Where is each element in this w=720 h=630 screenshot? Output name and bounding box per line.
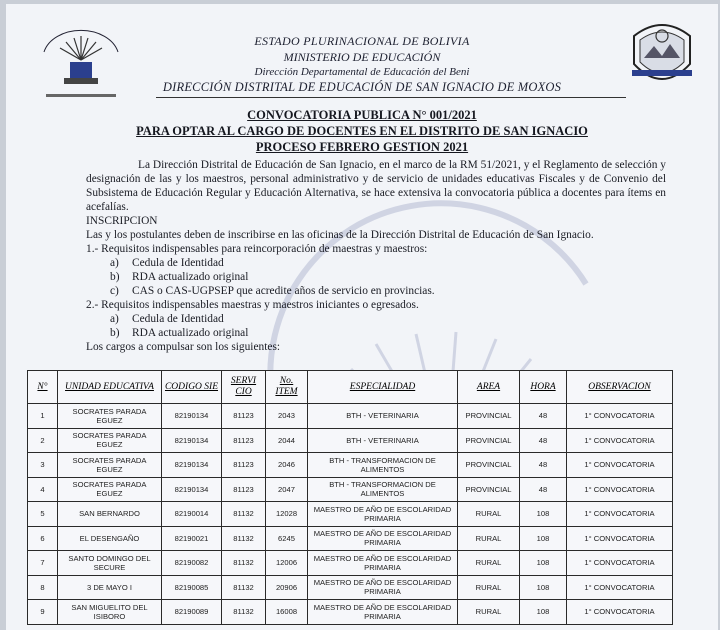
cargos-intro: Los cargos a compulsar son los siguientes: [86,341,281,353]
table-cell: 2043 [266,404,308,429]
table-cell: 48 [520,404,567,429]
header-state: ESTADO PLURINACIONAL DE BOLIVIA [254,34,470,48]
table-cell: 81123 [222,453,266,478]
table-cell: 1° CONVOCATORIA [567,404,673,429]
col-header: ESPECIALIDAD [308,371,458,404]
col-header: HORA [520,371,567,404]
table-cell: 48 [520,477,567,502]
table-cell: SOCRATES PARADA EGUEZ [58,477,162,502]
table-cell: SOCRATES PARADA EGUEZ [58,428,162,453]
table-cell: 5 [28,502,58,527]
table-cell: RURAL [458,502,520,527]
table-cell: BTH - VETERINARIA [308,428,458,453]
table-cell: 108 [520,526,567,551]
table-cell: MAESTRO DE AÑO DE ESCOLARIDAD PRIMARIA [308,600,458,625]
requirement-item: a) Cedula de Identidad [110,313,224,325]
table-cell: 82190134 [162,404,222,429]
table-cell: 108 [520,575,567,600]
col-header: AREA [458,371,520,404]
document-page [6,4,718,630]
table-cell: 9 [28,600,58,625]
requirements-1-title: 1.- Requisitos indispensables para reincorporación de maestras y maestros: [86,243,428,255]
table-cell: 6 [28,526,58,551]
table-cell: 82190089 [162,600,222,625]
inscripcion-text: Las y los postulantes deben de inscribirse en las oficinas de la Dirección Distrital de Educación de San Ignacio. [86,229,594,241]
table-cell: 81123 [222,428,266,453]
table-cell: BTH - TRANSFORMACION DE ALIMENTOS [308,453,458,478]
table-cell: 1° CONVOCATORIA [567,453,673,478]
table-cell: 108 [520,551,567,576]
col-header: SERVI CIO [222,371,266,404]
table-cell: 48 [520,428,567,453]
intro-paragraph: La Dirección Distrital de Educación de San Ignacio, en el marco de la RM 51/2021, y el Reglamento de selección y designación de las y los maestros, personal administrativo y de servicio de unidades educativas Fiscales y de Convenio del Subsistema de Educación Regular y Educación Alternativa, se hace extensiva la convocatoria pública a docentes para ítems en acefalías. [86,159,666,213]
table-cell: 12006 [266,551,308,576]
table-cell: 82190134 [162,453,222,478]
table-cell: 1° CONVOCATORIA [567,428,673,453]
table-cell: MAESTRO DE AÑO DE ESCOLARIDAD PRIMARIA [308,575,458,600]
table-cell: 82190021 [162,526,222,551]
table-cell: 81132 [222,551,266,576]
table-cell: 82190134 [162,428,222,453]
table-cell: SOCRATES PARADA EGUEZ [58,453,162,478]
table-row [28,526,673,551]
table-cell: PROVINCIAL [458,477,520,502]
table-cell: 2 [28,428,58,453]
header-district: DIRECCIÓN DISTRITAL DE EDUCACIÓN DE SAN IGNACIO DE MOXOS [162,80,562,94]
table-cell: 1° CONVOCATORIA [567,551,673,576]
inscripcion-heading: INSCRIPCION [86,215,158,227]
table-cell: 108 [520,600,567,625]
table-cell: 82190014 [162,502,222,527]
title-purpose: PARA OPTAR AL CARGO DE DOCENTES EN EL DISTRITO DE SAN IGNACIO [136,124,588,138]
table-body [28,404,673,625]
col-header: UNIDAD EDUCATIVA [58,371,162,404]
table-cell: 1° CONVOCATORIA [567,575,673,600]
table-cell: 48 [520,453,567,478]
table-cell: SANTO DOMINGO DEL SECURE [58,551,162,576]
table-cell: EL DESENGAÑO [58,526,162,551]
table-row [28,575,673,600]
header-ministry: MINISTERIO DE EDUCACIÓN [283,50,441,64]
requirement-item: b) RDA actualizado original [110,327,249,339]
table-cell: 1° CONVOCATORIA [567,600,673,625]
table-cell: MAESTRO DE AÑO DE ESCOLARIDAD PRIMARIA [308,551,458,576]
table-cell: 82190082 [162,551,222,576]
table-cell: MAESTRO DE AÑO DE ESCOLARIDAD PRIMARIA [308,526,458,551]
header-department: Dirección Departamental de Educación del Beni [254,66,470,78]
table-cell: 16008 [266,600,308,625]
col-header: CODIGO SIE [162,371,222,404]
table-cell: 20906 [266,575,308,600]
col-header: No. ITEM [266,371,308,404]
table-cell: RURAL [458,526,520,551]
table-cell: 3 [28,453,58,478]
requirement-item: b) RDA actualizado original [110,271,249,283]
table-header-row [28,371,673,404]
table-cell: 81132 [222,575,266,600]
table-cell: 82190085 [162,575,222,600]
table-row [28,453,673,478]
table-cell: RURAL [458,575,520,600]
table-row [28,428,673,453]
table-cell: SOCRATES PARADA EGUEZ [58,404,162,429]
table-cell: 81132 [222,600,266,625]
table-cell: 1 [28,404,58,429]
table-cell: SAN MIGUELITO DEL ISIBORO [58,600,162,625]
table-row [28,404,673,429]
table-cell: 6245 [266,526,308,551]
table-cell: RURAL [458,600,520,625]
table-cell: 4 [28,477,58,502]
table-cell: SAN BERNARDO [58,502,162,527]
table-row [28,477,673,502]
table-cell: 2046 [266,453,308,478]
table-cell: 2044 [266,428,308,453]
table-cell: PROVINCIAL [458,453,520,478]
table-row [28,600,673,625]
title-convocatoria: CONVOCATORIA PUBLICA N° 001/2021 [247,108,477,122]
col-header: OBSERVACION [567,371,673,404]
table-cell: BTH - TRANSFORMACION DE ALIMENTOS [308,477,458,502]
table-row [28,551,673,576]
table-cell: 81123 [222,404,266,429]
table-cell: RURAL [458,551,520,576]
col-header: N° [28,371,58,404]
table-cell: 1° CONVOCATORIA [567,502,673,527]
table-cell: 3 DE MAYO I [58,575,162,600]
requirement-item: c) CAS o CAS-UGPSEP que acredite años de servicio en provincias. [110,285,435,297]
table-cell: 81132 [222,502,266,527]
table-cell: 108 [520,502,567,527]
requirements-2-title: 2.- Requisitos indispensables maestras y maestros iniciantes o egresados. [86,299,419,311]
table-cell: 8 [28,575,58,600]
table-cell: 7 [28,551,58,576]
title-process: PROCESO FEBRERO GESTION 2021 [255,140,469,154]
table-cell: 82190134 [162,477,222,502]
table-row [28,502,673,527]
requirement-item: a) Cedula de Identidad [110,257,224,269]
table-cell: PROVINCIAL [458,404,520,429]
header-divider [156,97,626,98]
document-body [86,158,666,354]
table-cell: 1° CONVOCATORIA [567,477,673,502]
table-cell: MAESTRO DE AÑO DE ESCOLARIDAD PRIMARIA [308,502,458,527]
table-cell: BTH - VETERINARIA [308,404,458,429]
table-cell: PROVINCIAL [458,428,520,453]
table-cell: 1° CONVOCATORIA [567,526,673,551]
table-cell: 81123 [222,477,266,502]
positions-table [27,370,673,625]
table-cell: 12028 [266,502,308,527]
table-cell: 2047 [266,477,308,502]
table-cell: 81132 [222,526,266,551]
